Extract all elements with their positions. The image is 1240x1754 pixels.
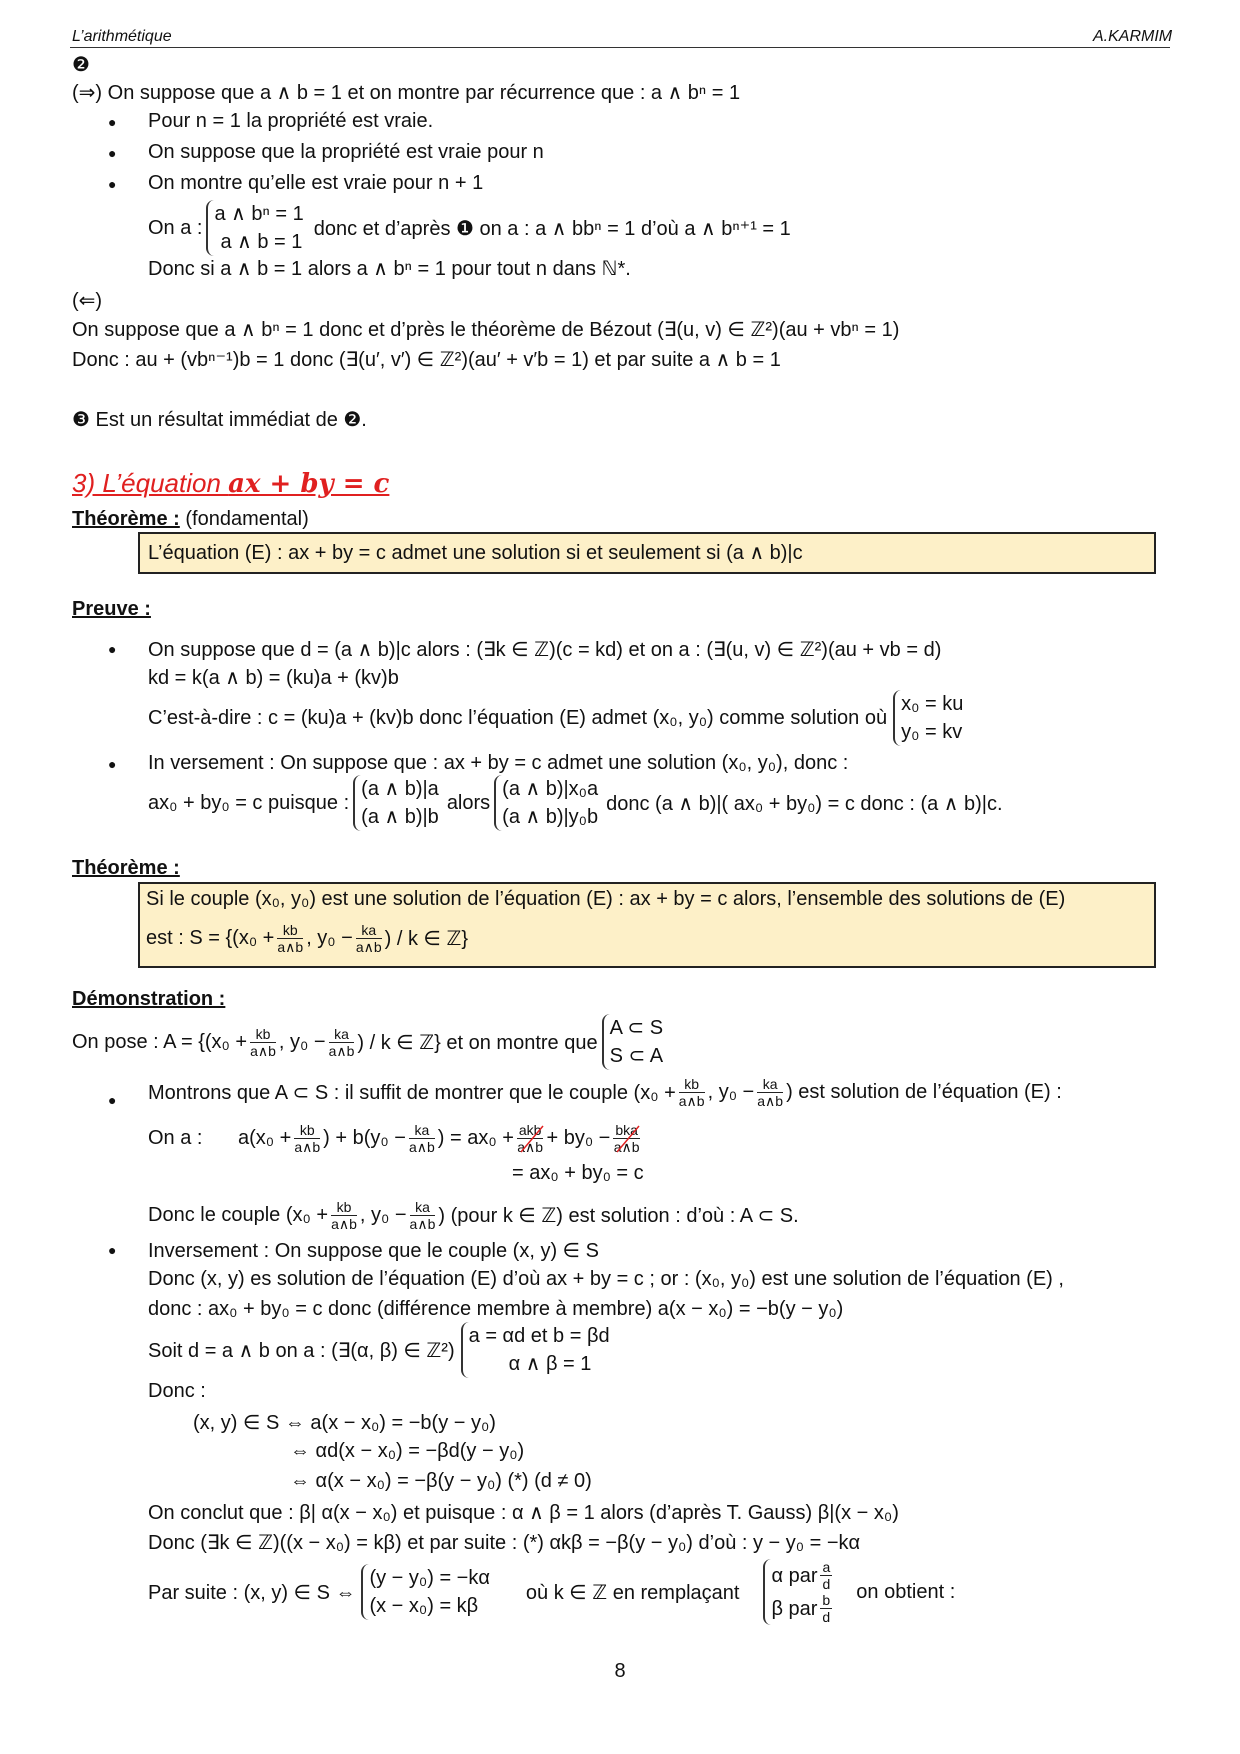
part2-line1: (⇒) On suppose que a ∧ b = 1 et on montre par récurrence que : a ∧ bⁿ = 1 (72, 82, 741, 104)
header-right: A.KARMIM (1093, 28, 1173, 45)
frac-den: a∧b (331, 1215, 357, 1232)
demo-ps-replace-1 (771, 1559, 832, 1592)
frac-num: kb (679, 1076, 705, 1093)
demo-pose-a: On pose : A = {(x₀ + (72, 1030, 248, 1053)
frac-den: a∧b (250, 1042, 276, 1059)
marker-2: ❷ (72, 54, 90, 76)
demo-couple-b: , y₀ − (359, 1203, 407, 1226)
bullet-dot: ● (108, 756, 117, 772)
proof-b1-sys1: x₀ = ku (901, 693, 964, 715)
proof-b2-system2 (494, 775, 598, 831)
demo-soit-row (148, 1322, 610, 1378)
frac-num: ka (410, 1199, 436, 1216)
proof-b1-line3: C’est-à-dire : c = (ku)a + (kv)b donc l’équation (E) admet (x₀, y₀) comme solution où (148, 706, 888, 729)
frac-den: a∧b (294, 1138, 321, 1155)
frac-num: b (822, 1592, 831, 1608)
part2-ona-row (148, 200, 791, 256)
demo-pose-s1: A ⊂ S (609, 1017, 664, 1039)
frac-den: a∧b (328, 1042, 355, 1059)
part2-bullet1: Pour n = 1 la propriété est vraie. (148, 110, 434, 132)
bullet-dot: ● (108, 1092, 117, 1108)
fraction-kb (294, 1122, 320, 1155)
frac-num: ka (409, 1122, 435, 1139)
proof-b2c: donc (a ∧ b)|( ax₀ + by₀) = c donc : (a ∧ b)|c. (606, 792, 1003, 815)
cancel-stroke-icon (613, 1122, 645, 1154)
frac-den: a∧b (277, 939, 304, 955)
bullet-dot: ● (108, 641, 117, 657)
frac-den: a∧b (613, 1138, 640, 1155)
fraction-kb (331, 1199, 357, 1232)
demo-m1-row (148, 1072, 1062, 1112)
theorem2-l2c: ) / k ∈ ℤ} (384, 928, 469, 950)
theorem1-sub: (fondamental) (185, 508, 309, 530)
demo-couple-a: Donc le couple (x₀ + (148, 1203, 329, 1226)
demo-m1c: ) est solution de l’équation (E) : (786, 1080, 1062, 1103)
part2-reverse-1: On suppose que a ∧ bⁿ = 1 donc et d’près le théorème de Bézout (∃(u, v) ∈ ℤ²)(au + vbⁿ = 1) (72, 319, 900, 341)
theorem2-l2a: est : S = {(x₀ + (146, 927, 275, 949)
demo-calc1b: ) + b(y₀ − (323, 1126, 406, 1149)
demo-pose-c: ) / k ∈ ℤ} et on montre que (357, 1031, 598, 1054)
theorem2-line1: Si le couple (x₀, y₀) est une solution de l’équation (E) : ax + by = c alors, l’ensemble des solutions de (E) (146, 888, 1066, 910)
demo-pose-b: , y₀ − (278, 1030, 326, 1053)
fraction-kb (250, 1026, 276, 1059)
proof-b2a: ax₀ + by₀ = c puisque : (148, 791, 350, 814)
ona-sys-line2: a ∧ b = 1 (220, 231, 303, 253)
frac-num: ka (356, 922, 382, 939)
page-number: 8 (614, 1660, 626, 1682)
part2-reverse-label: (⇐) (72, 290, 103, 312)
demo-inv: Inversement : On suppose que le couple (x, y) ∈ S (148, 1240, 599, 1262)
proof-b1-sys2: y₀ = kv (901, 721, 963, 743)
fraction-ka (409, 1122, 435, 1155)
frac-den: a∧b (355, 939, 382, 955)
demo-inv2: Donc (x, y) es solution de l’équation (E) d’où ax + by = c ; or : (x₀, y₀) est une solution de l’équation (E) , (148, 1268, 1064, 1290)
ona-label: On a : (148, 216, 203, 239)
fraction-bka-cancelled (613, 1122, 640, 1155)
demo-calc2: = ax₀ + by₀ = c (512, 1162, 644, 1184)
frac-den: a∧b (678, 1092, 705, 1109)
frac-den: d (822, 1609, 831, 1625)
demo-soit-s1: a = αd et b = βd (468, 1325, 610, 1347)
proof-label: Preuve : (72, 598, 151, 620)
proof-b2: In versement : On suppose que : ax + by = c admet une solution (x₀, y₀), donc : (148, 752, 849, 774)
demo-ps-b: où k ∈ ℤ en remplaçant (525, 1581, 740, 1604)
bullet-dot: ● (108, 145, 117, 161)
demo-couple-c: ) (pour k ∈ ℤ) est solution : d’où : A ⊂ S. (438, 1204, 799, 1227)
fraction-ka (356, 922, 382, 955)
demo-couple-row (148, 1195, 799, 1235)
demo-ps-c: on obtient : (856, 1580, 956, 1603)
demo-calc1d: + by₀ − (546, 1126, 611, 1149)
theorem2-box (138, 882, 1156, 968)
theorem1-heading (72, 508, 309, 531)
theorem1-text: L’équation (E) : ax + by = c admet une solution si et seulement si (a ∧ b)|c (148, 542, 803, 564)
demo-conc1: On conclut que : β| α(x − x₀) et puisque : α ∧ β = 1 alors (d’après T. Gauss) β|(x − x₀) (148, 1502, 899, 1524)
demo-m1b: , y₀ − (707, 1080, 755, 1103)
demo-ps-s1: (y − y₀) = −kα (369, 1567, 490, 1589)
frac-num: kb (294, 1122, 320, 1139)
demo-ps-r1: α par (771, 1564, 818, 1587)
bullet-dot: ● (108, 176, 117, 192)
theorem2-label: Théorème : (72, 857, 180, 879)
demo-ps-s2: (x − x₀) = kβ (369, 1595, 479, 1617)
demo-ps-system (361, 1564, 489, 1620)
demo-m1a: Montrons que A ⊂ S : il suffit de montrer que le couple (x₀ + (148, 1081, 676, 1104)
fraction-akb-cancelled (517, 1122, 544, 1155)
demo-soit-a: Soit d = a ∧ b on a : (∃(α, β) ∈ ℤ²) (148, 1339, 455, 1362)
demo-conc2: Donc (∃k ∈ ℤ)((x − x₀) = kβ) et par suite : (*) αkβ = −β(y − y₀) d’où : y − y₀ = −kα (148, 1532, 861, 1554)
demo-pose-s2: S ⊂ A (609, 1045, 664, 1067)
proof-b1: On suppose que d = (a ∧ b)|c alors : (∃k ∈ ℤ)(c = kd) et on a : (∃(u, v) ∈ ℤ²)(au + vb = d) (148, 639, 942, 661)
section-title-eq: ax + by = c (228, 469, 390, 499)
demo-pose-system (602, 1014, 663, 1070)
demo-ps-replace-system (763, 1559, 832, 1625)
fraction-ka (329, 1026, 355, 1059)
demo-calc1-row (148, 1118, 643, 1158)
cancel-stroke-icon (517, 1122, 549, 1154)
fraction-a-over-d (820, 1559, 832, 1592)
frac-num: kb (331, 1199, 357, 1216)
proof-b2-t2: (a ∧ b)|y₀b (502, 806, 599, 828)
ona-sys-line1: a ∧ bⁿ = 1 (214, 203, 304, 225)
demo-ps-r2: β par (771, 1597, 818, 1620)
part2-reverse-2: Donc : au + (vbⁿ⁻¹)b = 1 donc (∃(u′, v′) ∈ ℤ²)(au′ + v′b = 1) et par suite a ∧ b = 1 (72, 349, 781, 371)
fraction-kb (679, 1076, 705, 1109)
proof-b2-row (148, 775, 1003, 831)
fraction-kb (277, 922, 303, 955)
proof-b2-s2: (a ∧ b)|b (361, 806, 439, 828)
demo-soit-s2: α ∧ β = 1 (508, 1353, 592, 1375)
frac-num: bka (615, 1121, 638, 1138)
demo-calc1c: ) = ax₀ + (437, 1126, 514, 1149)
fraction-ka (757, 1076, 783, 1109)
header-left: L’arithmétique (72, 28, 172, 45)
bullet-dot: ● (108, 1242, 117, 1258)
proof-b1-line2: kd = k(a ∧ b) = (ku)a + (kv)b (148, 667, 399, 689)
fraction-b-over-d (820, 1592, 832, 1625)
demo-inv3: donc : ax₀ + by₀ = c donc (différence membre à membre) a(x − x₀) = −b(y − y₀) (148, 1298, 844, 1320)
theorem2-l2b: , y₀ − (306, 927, 353, 949)
ona-post: donc et d’après ❶ on a : a ∧ bbⁿ = 1 d’où a ∧ bⁿ⁺¹ = 1 (313, 217, 791, 240)
part2-bullet2: On suppose que la propriété est vraie pour n (148, 141, 544, 163)
demo-ona: On a : (148, 1126, 203, 1149)
proof-b2-system1 (353, 775, 439, 831)
demo-calc1a: a(x₀ + (238, 1126, 292, 1149)
section-title (72, 468, 389, 499)
frac-den: d (822, 1576, 831, 1592)
part2-donc: Donc si a ∧ b = 1 alors a ∧ bⁿ = 1 pour tout n dans ℕ*. (148, 258, 631, 280)
frac-num: ka (329, 1026, 355, 1043)
part3-line: ❸ Est un résultat immédiat de ❷. (72, 409, 367, 431)
proof-b2-t1: (a ∧ b)|x₀a (502, 778, 599, 800)
proof-b2b: alors (446, 791, 491, 814)
fraction-ka (410, 1199, 436, 1232)
proof-b1-system (893, 690, 963, 746)
demo-pose-row (72, 1014, 663, 1070)
demo-eq3: ⇔ α(x − x₀) = −β(y − y₀) (*) (d ≠ 0) (290, 1470, 592, 1492)
frac-den: a∧b (408, 1138, 435, 1155)
theorem1-box (138, 532, 1156, 574)
frac-den: a∧b (757, 1092, 784, 1109)
header-rule (70, 47, 1170, 48)
frac-den: a∧b (517, 1138, 544, 1155)
frac-num: kb (250, 1026, 276, 1043)
frac-num: kb (277, 922, 303, 939)
demo-parsuite-row (148, 1559, 956, 1625)
theorem2-line2 (146, 922, 468, 955)
proof-b1-line3-row (148, 690, 963, 746)
bullet-dot: ● (108, 114, 117, 130)
demo-label: Démonstration : (72, 988, 226, 1010)
demo-soit-system (461, 1322, 610, 1378)
demo-eq1: (x, y) ∈ S ⇔ a(x − x₀) = −b(y − y₀) (193, 1412, 496, 1434)
section-title-text: 3) L’équation (72, 468, 229, 498)
ona-system (206, 200, 303, 256)
part2-bullet3: On montre qu’elle est vraie pour n + 1 (148, 172, 484, 194)
theorem1-label: Théorème : (72, 508, 180, 530)
demo-donc: Donc : (148, 1380, 206, 1402)
demo-ps-a: Par suite : (x, y) ∈ S ⇔ (148, 1581, 356, 1604)
frac-num: a (822, 1559, 831, 1575)
frac-den: a∧b (409, 1215, 436, 1232)
demo-ps-replace-2 (771, 1592, 832, 1625)
frac-num: akb (518, 1121, 542, 1138)
proof-b2-s1: (a ∧ b)|a (361, 778, 439, 800)
demo-eq2: ⇔ αd(x − x₀) = −βd(y − y₀) (290, 1440, 525, 1462)
frac-num: ka (757, 1076, 783, 1093)
